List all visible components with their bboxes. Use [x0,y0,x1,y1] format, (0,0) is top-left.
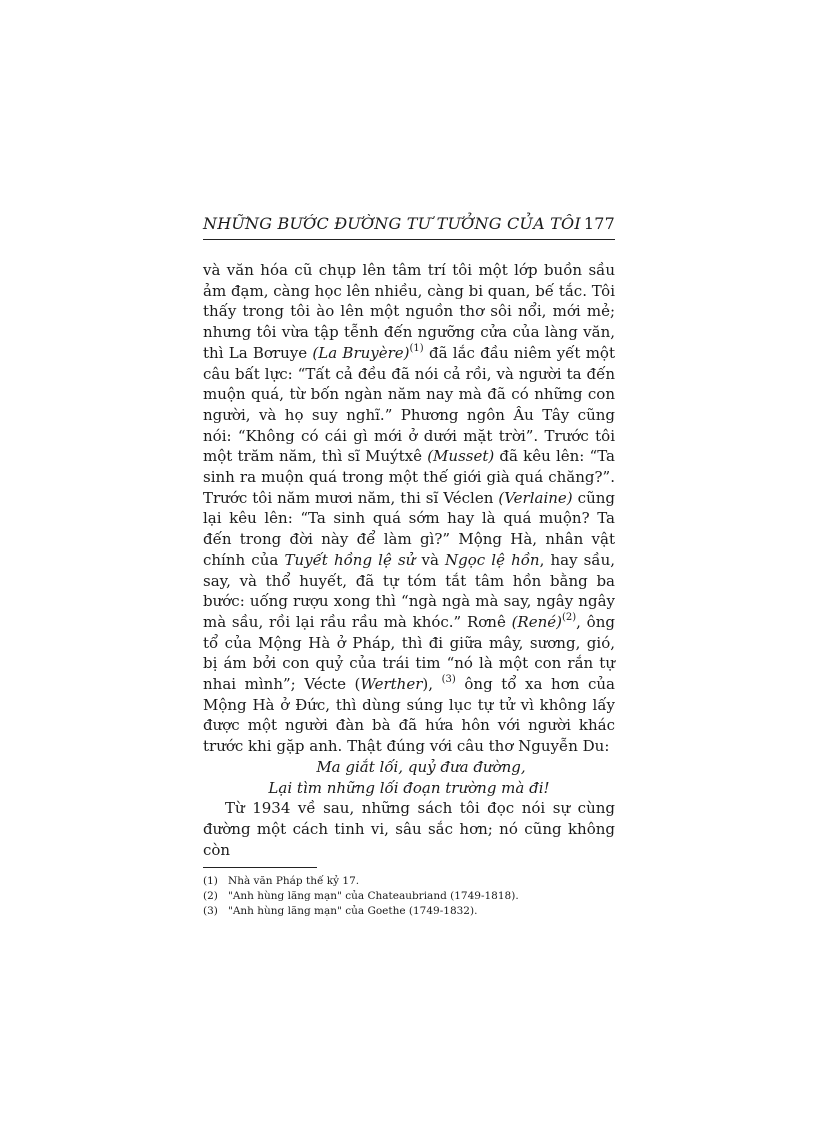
footnote [203,874,615,889]
footnote [203,904,615,919]
text-run: và văn hóa cũ chụp lên tâm trí tôi một lớp buồn sầu ảm đạm, càng học lên nhiều, càng bi quan, bế tắc. Tôi thấy trong tôi ào lên một nguồn thơ sôi nổi, mới mẻ; nhưng tôi vừa tập tễnh đến ngưỡng cửa của làng văn, thì La Bơruye [203,261,615,362]
rene-name: (René) [511,612,562,631]
text-run: đã lắc đầu niêm yết một câu bất lực: “Tất cả đều đã nói cả rồi, và người ta đến muộn quá, từ bốn ngàn năm nay mà đã có những con người, và họ suy nghĩ.” Phương ngôn Âu Tây cũng nói: “Không có cái gì mới ở dưới mặt trời”. Trước tôi một trăm năm, thì sĩ Muýtxê [203,343,615,466]
footnote-ref-2: (2) [562,611,577,623]
text-run: , ông tổ của Mộng Hà ở Pháp, thì đi giữa mây, sương, gió, bị ám bởi con quỷ của trái tim “nó là một con rắn tự nhai mình”; Vécte ( [203,612,615,694]
page-number: 177 [583,214,615,233]
paragraph-1 [203,260,615,757]
la-bruyere-name: (La Bruyère) [312,343,410,362]
footnotes [203,874,615,919]
footnote-ref-1: (1) [409,342,424,354]
running-title: NHỮNG BƯỚC ĐƯỜNG TƯ TƯỞNG CỦA TÔI [203,214,581,233]
footnote-number: (3) [203,905,218,918]
footnote-number: (1) [203,875,218,888]
book-page [203,214,615,919]
book-title-1: Tuyết hồng lệ sử [284,550,416,569]
text-run: ông tổ xa hơn của Mộng Hà ở Đức, thì dùng súng lục tự tử vì không lấy được một người đàn bà đã hứa hôn với người khác trước khi gặp anh. Thật đúng với câu thơ Nguyễn Du: [203,675,616,756]
text-run: ), [422,675,442,694]
paragraph-2: Từ 1934 về sau, những sách tôi đọc nói sự cùng đường một cách tinh vi, sâu sắc hơn; nó cũng không còn [203,799,615,859]
footnote [203,889,615,904]
poem-line-2: Lại tìm những lối đoạn trường mà đi! [268,778,550,797]
footnote-ref-3: (3) [441,674,456,686]
footnote-text: Nhà văn Pháp thế kỷ 17. [228,875,360,888]
book-title-2: Ngọc lệ hồn [445,550,540,569]
footnote-divider [203,867,317,868]
footnote-number: (2) [203,890,218,903]
body-text [203,260,615,860]
text-run: và [415,550,446,569]
text-run: , hay sầu, say, và thổ huyết, đã tự tóm tắt tâm hồn bằng ba bước: uống rượu xong thì “ngà ngà mà say, ngây ngây mà sầu, rồi lại rầu rầu mà khóc.” Rơnê [203,550,616,631]
text-run: đã kêu lên: “Ta sinh ra muộn quá trong một thế giới già quá chăng?”. Trước tôi năm mươi năm, thi sĩ Véclen [203,447,615,507]
poem-line-1: Ma giắt lối, quỷ đưa đường, [316,757,526,776]
werther-name: Werther [360,675,423,694]
verlaine-name: (Verlaine) [498,488,573,507]
footnote-text: "Anh hùng lãng mạn" của Goethe (1749-1832). [228,905,478,918]
footnote-text: "Anh hùng lãng mạn" của Chateaubriand (1749-1818). [228,890,519,903]
running-header [203,214,615,240]
poem-quote [203,757,615,798]
text-run: cũng lại kêu lên: “Ta sinh quá sớm hay là quá muộn? Ta đến trong đời này để làm gì?” Mộng Hà, nhân vật chính của [203,488,616,569]
musset-name: (Musset) [427,447,495,466]
